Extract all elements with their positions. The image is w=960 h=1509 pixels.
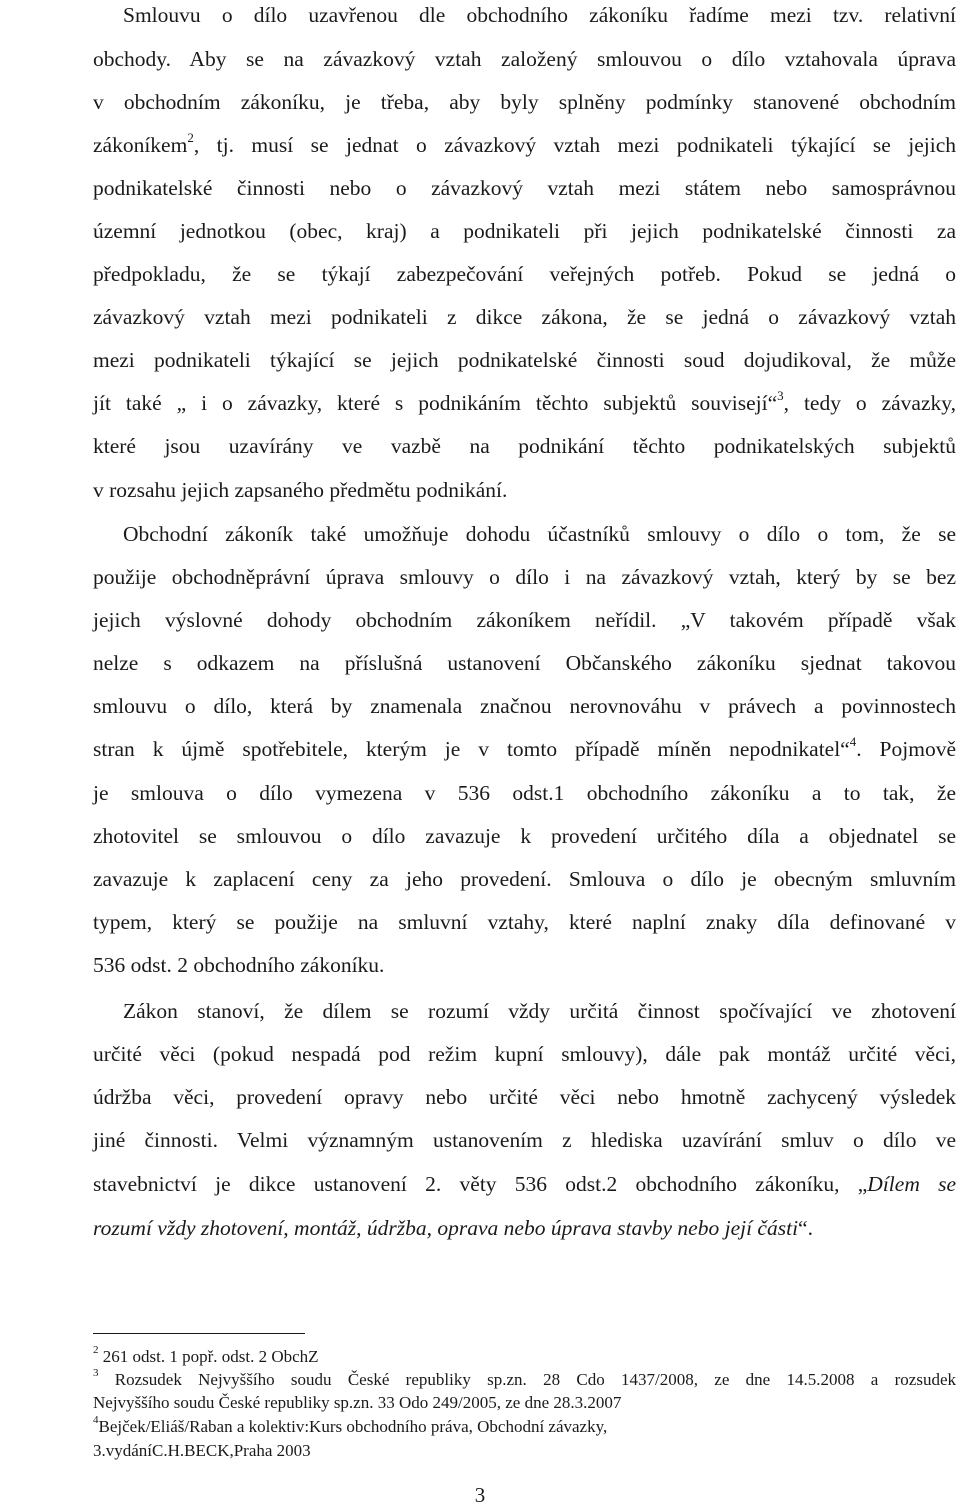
footnote-number: 2 (93, 1344, 99, 1357)
paragraph-3-line-5 (93, 1170, 956, 1198)
italic-quote: rozumí vždy zhotovení, montáž, údržba, oprava nebo úprava stavby nebo její části (93, 1216, 799, 1240)
paragraph-2-line-3: jejich výslovné dohody obchodním zákoníkem neřídil. „V takovém případě však (93, 608, 956, 632)
footnote-4 (93, 1416, 956, 1438)
paragraph-1-line-7: předpokladu, že se týkají zabezpečování veřejných potřeb. Pokud se jedná o (93, 262, 956, 286)
paragraph-3-line-1: Zákon stanoví, že dílem se rozumí vždy určitá činnost spočívající ve zhotovení (123, 999, 956, 1023)
text-segment: zákoníkem (93, 133, 188, 157)
footnote-text: 261 odst. 1 popř. odst. 2 ObchZ (102, 1347, 319, 1366)
footnote-3-continued: Nejvyššího soudu České republiky sp.zn. 33 Odo 249/2005, ze dne 28.3.2007 (93, 1393, 622, 1412)
footnote-number: 4 (93, 1414, 99, 1427)
paragraph-2-line-5: smlouvu o dílo, která by znamenala značnou nerovnováhu v právech a povinnostech (93, 694, 956, 718)
paragraph-2-line-8: zhotovitel se smlouvou o dílo zavazuje k provedení určitého díla a objednatel se (93, 824, 956, 848)
footnote-ref-4: 4 (849, 733, 857, 749)
paragraph-2-line-2: použije obchodněprávní úprava smlouvy o dílo i na závazkový vztah, který by se bez (93, 565, 956, 589)
paragraph-2-line-7: je smlouva o dílo vymezena v 536 odst.1 obchodního zákoníku a to tak, že (93, 781, 956, 805)
text-segment: jít také „ i o závazky, které s podnikáním těchto subjektů souvisejí“ (93, 391, 778, 415)
text-segment: stran k újmě spotřebitele, kterým je v tomto případě míněn nepodnikatel“ (93, 737, 850, 761)
paragraph-1-line-12: v rozsahu jejich zapsaného předmětu podnikání. (93, 478, 508, 502)
text-segment: , tj. musí se jednat o závazkový vztah mezi podnikateli týkající se jejich (193, 133, 956, 157)
paragraph-1-line-2: obchody. Aby se na závazkový vztah založený smlouvou o dílo vztahovala úprava (93, 47, 956, 71)
text-segment: , tedy o závazky, (783, 391, 956, 415)
paragraph-2-line-9: zavazuje k zaplacení ceny za jeho provedení. Smlouva o dílo je obecným smluvním (93, 867, 956, 891)
paragraph-2-line-11: 536 odst. 2 obchodního zákoníku. (93, 953, 385, 977)
footnote-number: 3 (93, 1367, 99, 1380)
footnote-2 (93, 1346, 956, 1368)
paragraph-1-line-6: územní jednotkou (obec, kraj) a podnikateli při jejich podnikatelské činnosti za (93, 219, 956, 243)
paragraph-3-line-3: údržba věci, provedení opravy nebo určité věci nebo hmotně zachycený výsledek (93, 1085, 956, 1109)
text-segment: stavebnictví je dikce ustanovení 2. věty 536 odst.2 obchodního zákoníku, „ (93, 1172, 868, 1196)
paragraph-3-line-6 (93, 1214, 956, 1242)
text-segment: “. (798, 1216, 813, 1240)
paragraph-1-line-5: podnikatelské činnosti nebo o závazkový vztah mezi státem nebo samosprávnou (93, 176, 956, 200)
paragraph-1-line-4 (93, 131, 956, 159)
paragraph-2-line-10: typem, který se použije na smluvní vztahy, které naplní znaky díla definované v (93, 910, 956, 934)
paragraph-2-line-6 (93, 735, 956, 763)
paragraph-1-line-8: závazkový vztah mezi podnikateli z dikce zákona, že se jedná o závazkový vztah (93, 305, 956, 329)
footnote-3 (93, 1369, 956, 1391)
paragraph-1-line-1: Smlouvu o dílo uzavřenou dle obchodního zákoníku řadíme mezi tzv. relativní (123, 3, 956, 27)
paragraph-1-line-9: mezi podnikateli týkající se jejich podnikatelské činnosti soud dojudikoval, že může (93, 348, 956, 372)
footnote-ref-2: 2 (187, 129, 194, 145)
footnote-4-continued: 3.vydáníC.H.BECK,Praha 2003 (93, 1441, 311, 1460)
paragraph-3-line-4: jiné činnosti. Velmi významným ustanovením z hlediska uzavírání smluv o dílo ve (93, 1128, 956, 1152)
paragraph-3-line-2: určité věci (pokud nespadá pod režim kupní smlouvy), dále pak montáž určité věci, (93, 1042, 956, 1066)
paragraph-2-line-1: Obchodní zákoník také umožňuje dohodu účastníků smlouvy o dílo o tom, že se (123, 522, 956, 546)
text-segment: . Pojmově (856, 737, 956, 761)
paragraph-1-line-3: v obchodním zákoníku, je třeba, aby byly splněny podmínky stanovené obchodním (93, 90, 956, 114)
paragraph-1-line-11: které jsou uzavírány ve vazbě na podnikání těchto podnikatelských subjektů (93, 434, 956, 458)
footnote-ref-3: 3 (777, 387, 784, 403)
footnote-text: Rozsudek Nejvyššího soudu České republiky sp.zn. 28 Cdo 1437/2008, ze dne 14.5.2008 a rozsudek (114, 1370, 956, 1389)
paragraph-1-line-10 (93, 389, 956, 417)
footnote-text: Bejček/Eliáš/Raban a kolektiv:Kurs obchodního práva, Obchodní závazky, (98, 1417, 608, 1436)
italic-quote: Dílem se (867, 1172, 957, 1196)
paragraph-2-line-4: nelze s odkazem na příslušná ustanovení Občanského zákoníku sjednat takovou (93, 651, 956, 675)
page-number: 3 (474, 1483, 486, 1507)
footnote-separator (93, 1333, 305, 1334)
